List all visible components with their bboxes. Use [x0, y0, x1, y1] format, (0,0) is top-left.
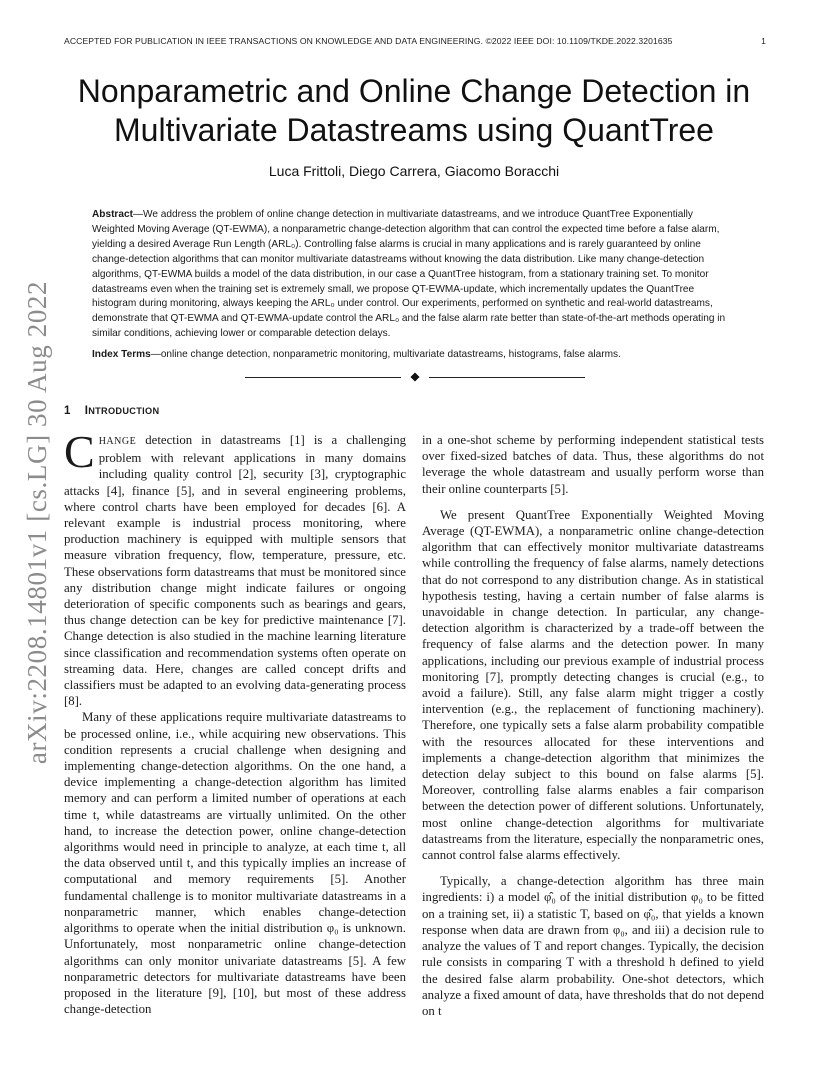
index-terms-label: Index Terms: [92, 349, 151, 360]
title-line-1: Nonparametric and Online Change Detection in: [77, 73, 751, 109]
page-number: 1: [761, 36, 766, 46]
intro-smallcaps: HANGE: [98, 436, 137, 447]
intro-paragraph-1: [64, 426, 406, 709]
section-title-rest: NTRODUCTION: [88, 406, 160, 416]
section-heading: [64, 405, 159, 417]
intro-paragraph-continued: in a one-shot scheme by performing independent statistical tests over fixed-sized batches of data. Thus, these algorithms do not leverage the whole datastream and usually perform worse than their online counterparts [5].: [422, 433, 764, 496]
left-column: [64, 426, 406, 1017]
abstract: [92, 208, 738, 342]
intro-paragraph-4: Typically, a change-detection algorithm has three main ingredients: i) a model φ̂₀ of the initial distribution φ₀ to be fitted on a training set, ii) a statistic T, based on φ̂₀, that yields a known response when data are drawn from φ₀, and iii) a decision rule to analyze the values of T and report changes. Typically, the decision rule consists in comparing T with a threshold h defined to yield the desired false alarm probability. One-shot detectors, which analyze a fixed amount of data, have thresholds that do not depend on t: [422, 874, 764, 1018]
paper-title: [60, 72, 768, 150]
index-terms: [92, 348, 738, 362]
intro-paragraph-3: We present QuantTree Exponentially Weighted Moving Average (QT-EWMA), a nonparametric online change-detection algorithm that can effectively monitor multivariate datastreams while controlling the frequency of false alarms, namely detections that do not correspond to any distribution change. As in statistical hypothesis testing, having a certain number of false alarms is unavoidable in change detection. In particular, any change-detection algorithm is characterized by a trade-off between the frequency of false alarms and the detection power. In many applications, including our previous example of industrial process monitoring [7], promptly detecting changes is crucial (e.g., to avoid a failure). Still, any false alarm might trigger a costly intervention (e.g., the replacement of functioning machinery). Therefore, one typically sets a false alarm probability compatible with the resources allocated for these interventions and implements a change-detection algorithm that minimizes the detection delay subject to this bound on false alarms [5]. Moreover, controlling false alarms enables a fair comparison between the detection power of different solutions. Unfortunately, most online change-detection algorithms for multivariate datastreams from the literature, especially the nonparametric ones, cannot control false alarms effectively.: [422, 507, 764, 863]
arxiv-stamp: [18, 282, 58, 762]
intro-paragraph-1-text: detection in datastreams [1] is a challenging problem with relevant applications in many domains including quality control [2], security [3], cryptographic attacks [4], finance [5], and in several engineering problems, where control charts have been employed for decades [6]. A relevant example is industrial process monitoring, where production machinery is equipped with multiple sensors that measure vibration frequency, flow, temperature, pressure, etc. These observations form datastreams that must be monitored since any distribution change might indicate failures or ongoing deterioration of specific components such as bearings and gears, thus change detection can be key for predictive maintenance [7]. Change detection is also studied in the machine learning literature since classification and recommendation systems often operate on streaming data. Here, changes are called concept drifts and classifiers must be adapted to an evolving data-generating process [8].: [64, 433, 406, 709]
running-head: [64, 36, 766, 46]
abstract-label: Abstract: [92, 209, 133, 220]
arxiv-identifier: arXiv:2208.14801v1 [cs.LG] 30 Aug 2022: [22, 280, 53, 764]
divider-line-left: [245, 377, 401, 378]
title-line-2: Multivariate Datastreams using QuantTree: [114, 112, 714, 148]
section-title-initial: I: [84, 405, 89, 417]
drop-cap: C: [64, 426, 95, 477]
right-column: [422, 432, 764, 1019]
authors: Luca Frittoli, Diego Carrera, Giacomo Boracchi: [268, 163, 560, 179]
journal-line: ACCEPTED FOR PUBLICATION IN IEEE TRANSACTIONS ON KNOWLEDGE AND DATA ENGINEERING. ©2022 IEEE DOI: 10.1109/TKDE.2022.3201635: [64, 36, 673, 46]
intro-paragraph-2: Many of these applications require multivariate datastreams to be processed online, i.e., while acquiring new observations. This condition represents a crucial challenge when designing and implementing change-detection algorithms. On the one hand, a device implementing a change-detection algorithm has limited memory and can perform a limited number of operations at each time t, while datastreams are virtually unlimited. On the other hand, to increase the detection power, online change-detection algorithms would need in principle to analyze, at each time t, all the data observed until t, and this typically implies an increase of computational and memory requirements [5]. Another fundamental challenge is to monitor multivariate datastreams in a nonparametric manner, which enables change-detection algorithms to operate when the initial distribution φ₀ is unknown. Unfortunately, most nonparametric online change-detection algorithms can only monitor univariate datastreams [5]. A few nonparametric detectors for multivariate datastreams have been proposed in the literature [9], [10], but most of these address change-detection: [64, 710, 406, 1017]
diamond-icon: [410, 372, 419, 381]
section-divider: [245, 376, 585, 378]
abstract-text: —We address the problem of online change detection in multivariate datastreams, and we introduce QuantTree Exponentially Weighted Moving Average (QT-EWMA), a nonparametric change-detection algorithm that can control the expected time before a false alarm, yielding a desired Average Run Length (ARL₀). Controlling false alarms is crucial in many applications and is rarely guaranteed by online change-detection algorithms that can monitor multivariate datastreams without knowing the data distribution. Like many change-detection algorithms, QT-EWMA builds a model of the data distribution, in our case a QuantTree histogram, from a stationary training set. To monitor datastreams even when the training set is extremely small, we propose QT-EWMA-update, which incrementally updates the QuantTree histogram during monitoring, always keeping the ARL₀ under control. Our experiments, performed on synthetic and real-world datastreams, demonstrate that QT-EWMA and QT-EWMA-update control the ARL₀ and the false alarm rate better than state-of-the-art methods operating in similar conditions, achieving lower or comparable detection delays.: [92, 209, 726, 340]
section-number: 1: [64, 405, 71, 417]
divider-line-right: [429, 377, 585, 378]
index-terms-text: —online change detection, nonparametric monitoring, multivariate datastreams, histograms, false alarms.: [150, 349, 621, 360]
